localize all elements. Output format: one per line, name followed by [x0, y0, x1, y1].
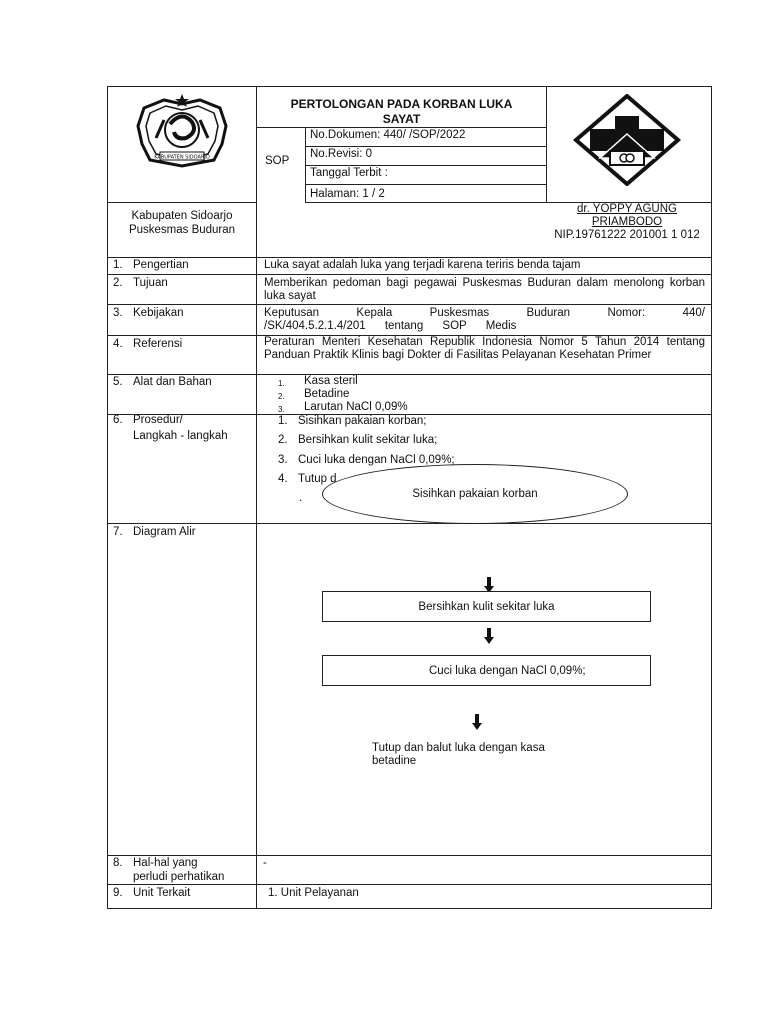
doc-number: No.Dokumen: 440/ /SOP/2022 [310, 129, 466, 141]
sop-label: SOP [265, 155, 290, 167]
step-text: Cuci luka dengan NaCl 0,09%; [298, 454, 455, 466]
step-text: Sisihkan pakaian korban; [298, 415, 427, 427]
flow-start-ellipse [322, 464, 628, 524]
org-line2: Puskesmas Buduran [128, 224, 236, 236]
hal-label-line1: Hal-hal yang [133, 857, 198, 869]
flow-step-4-line2: betadine [372, 755, 417, 767]
flow-step-1: Sisihkan pakaian korban [412, 488, 538, 500]
seal-text: KABUPATEN SIDOARJO [154, 154, 210, 161]
revision-number: No.Revisi: 0 [310, 148, 372, 160]
row-label-kebijakan: Kebijakan [133, 307, 184, 319]
flow-step-2: Bersihkan kulit sekitar luka [418, 601, 555, 613]
signer-name-2: PRIAMBODO [591, 216, 663, 228]
prosedur-label-line1: Prosedur/ [133, 414, 183, 426]
alat-item-num: 1. [278, 379, 285, 388]
step-num: 1. [278, 415, 288, 427]
issue-date: Tanggal Terbit : [310, 167, 388, 179]
flow-arrow-icon [484, 628, 494, 644]
row-num: 3. [113, 307, 123, 319]
alat-item: Betadine [304, 388, 350, 400]
alat-item: Kasa steril [304, 375, 358, 387]
hal-label-line2: perludi perhatikan [133, 871, 225, 883]
doc-title-line1: PERTOLONGAN PADA KORBAN LUKA [290, 97, 513, 111]
row-num: 8. [113, 857, 123, 869]
row-num: 7. [113, 526, 123, 538]
row-label-referensi: Referensi [133, 338, 183, 350]
step-text: Bersihkan kulit sekitar luka; [298, 434, 438, 446]
signer-name: dr. YOPPY AGUNG [577, 203, 677, 215]
signer-block [542, 203, 712, 242]
org-line1: Kabupaten Sidoarjo [131, 210, 233, 222]
row-num: 9. [113, 887, 123, 899]
row-num: 5. [113, 376, 123, 388]
flow-step-3: Cuci luka dengan NaCl 0,09%; [429, 665, 586, 677]
signer-nip: NIP.19761222 201001 1 012 [554, 229, 700, 241]
row-num: 1. [113, 259, 123, 271]
row-num: 4. [113, 338, 123, 350]
row-label-hal [133, 856, 224, 884]
flow-box-2 [322, 591, 651, 622]
flow-arrow-icon [472, 714, 482, 730]
kabupaten-sidoarjo-seal [130, 92, 234, 174]
row-label-alat: Alat dan Bahan [133, 376, 212, 388]
alat-item-num: 2. [278, 392, 285, 401]
stray-dot: . [299, 492, 303, 504]
row-label-diagram: Diagram Alir [133, 526, 196, 538]
row-num: 6. [113, 414, 123, 426]
alat-item-num: 3. [278, 405, 285, 414]
row-content-unit: 1. Unit Pelayanan [268, 887, 359, 899]
prosedur-label-line2: Langkah - langkah [133, 430, 228, 442]
doc-title-line2: SAYAT [382, 112, 421, 126]
org-name [107, 209, 257, 237]
row-label-tujuan: Tujuan [133, 277, 168, 289]
flow-step-4-line1: Tutup dan balut luka dengan kasa [372, 742, 545, 754]
step-num: 2. [278, 434, 288, 446]
step-num: 3. [278, 454, 288, 466]
row-content-tujuan: Memberikan pedoman bagi pegawai Puskesmas Buduran dalam menolong korban luka sayat [264, 277, 705, 302]
doc-title [256, 97, 547, 127]
row-num: 2. [113, 277, 123, 289]
row-content-kebijakan: Keputusan Kepala Puskesmas Buduran Nomor: 440/ /SK/404.5.2.1.4/201 tentang SOP Medis [264, 307, 705, 332]
row-label-prosedur [133, 413, 228, 443]
puskesmas-logo [570, 94, 684, 186]
row-label-pengertian: Pengertian [133, 259, 189, 271]
row-content-pengertian: Luka sayat adalah luka yang terjadi karena teriris benda tajam [264, 259, 581, 271]
row-content-hal: - [263, 857, 267, 869]
flow-box-3 [322, 655, 651, 686]
row-label-unit: Unit Terkait [133, 887, 191, 899]
row-content-referensi: Peraturan Menteri Kesehatan Republik Indonesia Nomor 5 Tahun 2014 tentang Panduan Praktik Klinis bagi Dokter di Fasilitas Pelayanan Kesehatan Primer [264, 336, 705, 361]
flow-step-4 [372, 742, 545, 768]
step-num: 4. [278, 473, 288, 485]
page-number: Halaman: 1 / 2 [310, 188, 385, 200]
step-text: Tutup d [298, 473, 337, 485]
alat-item: Larutan NaCl 0,09% [304, 401, 408, 413]
